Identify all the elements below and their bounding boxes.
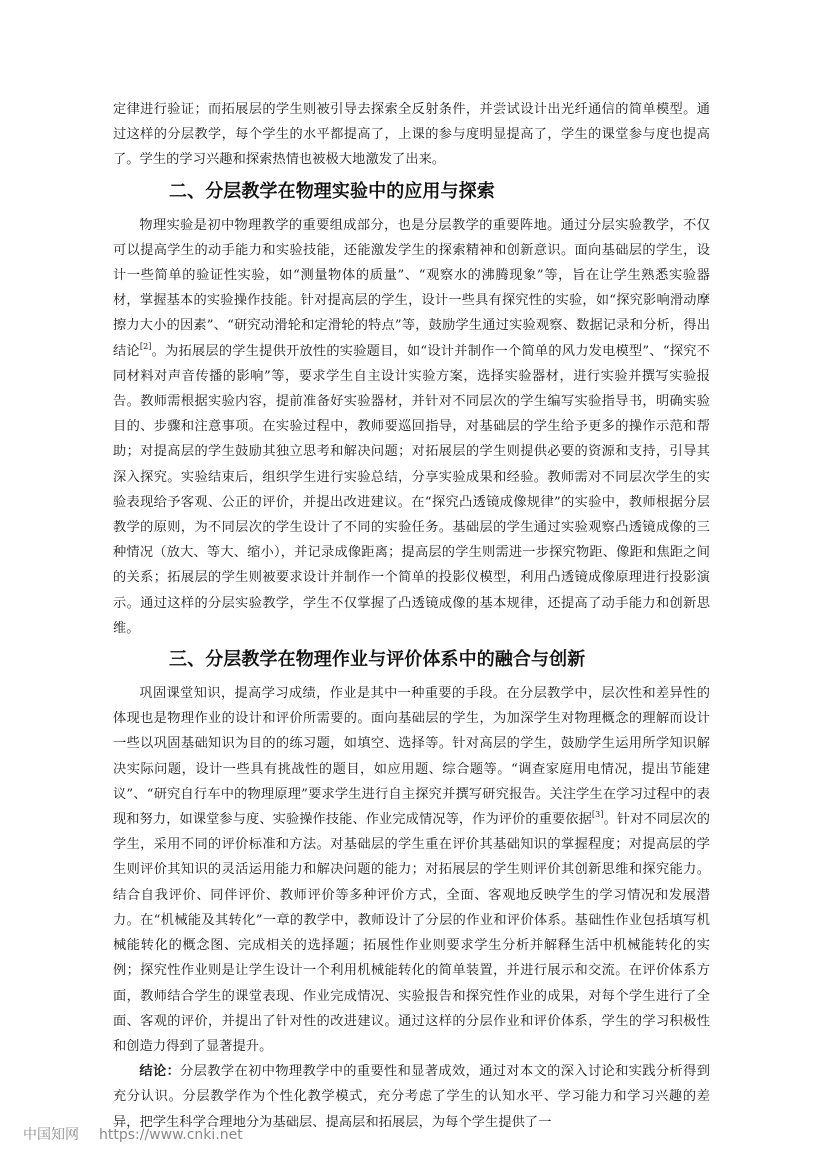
intro-paragraph: 定律进行验证；而拓展层的学生则被引导去探索全反射条件，并尝试设计出光纤通信的简单模型。通过这样的分层教学，每个学生的水平都提高了，上课的参与度明显提高了，学生的课堂参与度也提高了。学生的学习兴趣和探索热情也被极大地激发了出来。 <box>113 102 710 168</box>
section-2-text-a: 物理实验是初中物理教学的重要组成部分，也是分层教学的重要阵地。通过分层实验教学，不仅可以提高学生的动手能力和实验技能，还能激发学生的探索精神和创新意识。面向基础层的学生，设计一些简单的验证性实验，如“测量物体的质量”、“观察水的沸腾现象”等，旨在让学生熟悉实验器材，掌握基本的实验操作技能。针对提高层的学生，设计一些具有探究性的实验，如“探究影响滑动摩擦力大小的因素”、“研究动滑轮和定滑轮的特点”等，鼓励学生通过实验观察、数据记录和分析，得出结论 <box>113 217 710 359</box>
section-3-text-a: 巩固课堂知识，提高学习成绩，作业是其中一种重要的手段。在分层教学中，层次性和差异性的体现也是物理作业的设计和评价所需要的。面向基础层的学生，为加深学生对物理概念的理解而设计一些以巩固基础知识为目的的练习题，如填空、选择等。针对高层的学生，鼓励学生运用所学知识解决实际问题，设计一些具有挑战性的题目，如应用题、综合题等。“调查家庭用电情况，提出节能建议”、“研究自行车中的物理原理”要求学生进行自主探究并撰写研究报告。关注学生在学习过程中的表现和努力，如课堂参与度、实验操作技能、作业完成情况等，作为评价的重要依据 <box>113 686 710 828</box>
cnki-url[interactable]: https://www.cnki.net <box>99 1127 243 1143</box>
citation-3[interactable]: [3] <box>591 810 604 820</box>
article-body <box>113 97 710 1135</box>
conclusion-text: 分层教学在初中物理教学中的重要性和显著成效，通过对本文的深入讨论和实践分析得到充分认识。分层教学作为个性化教学模式，充分考虑了学生的认知水平、学习能力和学习兴趣的差异，把学生科学合理地分为基础层、提高层和拓展层，为每个学生提供了一 <box>113 1064 710 1130</box>
conclusion-label: 结论： <box>139 1064 181 1080</box>
cnki-site-name: 中国知网 <box>23 1127 79 1143</box>
section-3-paragraph <box>113 681 710 1059</box>
citation-2[interactable]: [2] <box>139 341 152 351</box>
section-2-text-b: 。为拓展层的学生提供开放性的实验题目，如“设计并制作一个简单的风力发电模型”、“探究不同材料对声音传播的影响”等，要求学生自主设计实验方案，选择实验器材，进行实验并撰写实验报告。教师需根据实验内容，提前准备好实验器材，并针对不同层次的学生编写实验指导书，明确实验目的、步骤和注意事项。在实验过程中，教师要巡回指导，对基础层的学生给予更多的操作示范和帮助；对提高层的学生鼓励其独立思考和解决问题；对拓展层的学生则提供必要的资源和支持，引导其深入探究。实验结束后，组织学生进行实验总结，分享实验成果和经验。教师需对不同层次学生的实验表现给予客观、公正的评价，并提出改进建议。在“探究凸透镜成像规律”的实验中，教师根据分层教学的原则，为不同层次的学生设计了不同的实验任务。基础层的学生通过实验观察凸透镜成像的三种情况（放大、等大、缩小），并记录成像距离；提高层的学生则需进一步探究物距、像距和焦距之间的关系；拓展层的学生则被要求设计并制作一个简单的投影仪模型，利用凸透镜成像原理进行投影演示。通过这样的分层实验教学，学生不仅掌握了凸透镜成像的基本规律，还提高了动手能力和创新思维。 <box>113 343 710 636</box>
section-3-heading: 三、分层教学在物理作业与评价体系中的融合与创新 <box>169 649 586 671</box>
section-3-text-b: 。针对不同层次的学生，采用不同的评价标准和方法。对基础层的学生重在评价其基础知识的掌握程度；对提高层的学生则评价其知识的灵活运用能力和解决问题的能力；对拓展层的学生则评价其创新思维和探究能力。结合自我评价、同伴评价、教师评价等多种评价方式，全面、客观地反映学生的学习情况和发展潜力。在“机械能及其转化”一章的教学中，教师设计了分层的作业和评价体系。基础性作业包括填写机械能转化的概念图、完成相关的选择题；拓展性作业则要求学生分析并解释生活中机械能转化的实例；探究性作业则是让学生设计一个利用机械能转化的简单装置，并进行展示和交流。在评价体系方面，教师结合学生的课堂表现、作业完成情况、实验报告和探究性作业的成果，对每个学生进行了全面、客观的评价，并提出了针对性的改进建议。通过这样的分层作业和评价体系，学生的学习积极性和创造力得到了显著提升。 <box>113 812 710 1054</box>
watermark-footer <box>23 1124 263 1144</box>
section-2-heading: 二、分层教学在物理实验中的应用与探索 <box>169 180 495 202</box>
section-2-paragraph <box>113 213 710 641</box>
